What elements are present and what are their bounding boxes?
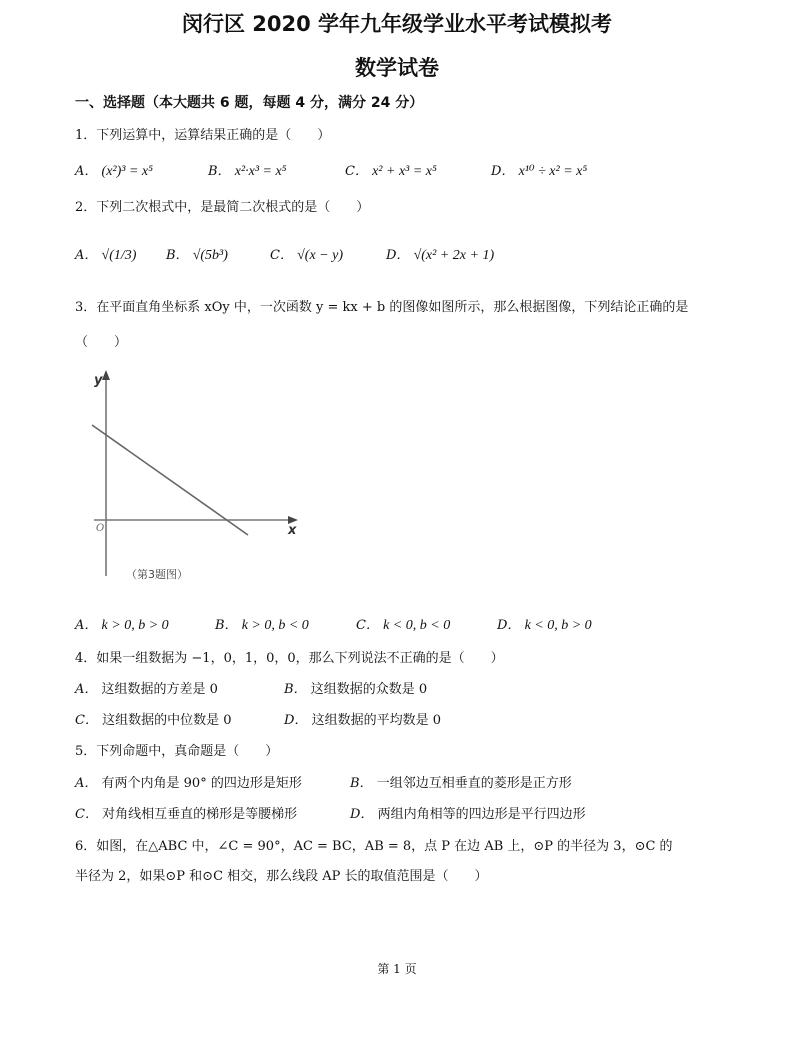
option-label: C． — [75, 807, 98, 822]
exam-subtitle: 数学试卷 — [355, 56, 439, 80]
option-text: x¹⁰ ÷ x² = x⁵ — [518, 164, 588, 179]
option-label: D． — [350, 807, 374, 822]
y-axis-arrow — [102, 370, 110, 380]
option-text: 这组数据的中位数是 0 — [102, 713, 232, 728]
exam-title: 闵行区 2020 学年九年级学业水平考试模拟考 — [181, 12, 613, 36]
question-3-option-b — [215, 614, 309, 634]
y-axis-label: y — [94, 373, 103, 388]
option-text: x²·x³ = x⁵ — [234, 164, 287, 179]
question-5-option-b — [350, 772, 572, 791]
option-text: k > 0, b > 0 — [101, 618, 169, 633]
option-label: A． — [75, 164, 98, 179]
question-2-option-b — [166, 244, 228, 264]
question-2-option-a — [75, 244, 136, 264]
question-5-option-c — [75, 803, 297, 822]
option-label: D． — [386, 248, 410, 263]
question-5-option-d — [350, 803, 586, 822]
question-3-graph — [88, 368, 303, 588]
question-3-option-d — [497, 614, 592, 634]
question-3-stem: 3．在平面直角坐标系 xOy 中，一次函数 y = kx + b 的图像如图所示，那么根据图像，下列结论正确的是 — [75, 300, 689, 315]
question-6-stem-cont: 半径为 2，如果⊙P 和⊙C 相交，那么线段 AP 长的取值范围是（ ） — [75, 869, 488, 884]
option-text: k < 0, b > 0 — [524, 618, 592, 633]
option-label: B． — [208, 164, 231, 179]
question-3-option-a — [75, 614, 169, 634]
option-text: 一组邻边互相垂直的菱形是正方形 — [376, 776, 572, 791]
option-text: √(1/3) — [101, 248, 137, 263]
option-text: √(x − y) — [297, 248, 343, 263]
option-text: x² + x³ = x⁵ — [372, 164, 437, 179]
option-text: 有两个内角是 90° 的四边形是矩形 — [101, 776, 302, 791]
option-label: C． — [75, 713, 98, 728]
option-text: 这组数据的平均数是 0 — [311, 713, 441, 728]
question-3-stem-cont: （ ） — [75, 335, 128, 350]
question-4-option-d — [284, 709, 441, 728]
option-label: C． — [270, 248, 293, 263]
question-1-option-a — [75, 160, 153, 180]
question-5-stem: 5．下列命题中，真命题是（ ） — [75, 744, 279, 759]
option-label: D． — [284, 713, 308, 728]
option-label: B． — [166, 248, 189, 263]
question-5-option-a — [75, 772, 302, 791]
option-label: A． — [75, 248, 98, 263]
option-text: 这组数据的众数是 0 — [310, 682, 428, 697]
question-4-stem: 4．如果一组数据为 −1，0，1，0，0，那么下列说法不正确的是（ ） — [75, 651, 504, 666]
origin-label: O — [96, 523, 105, 534]
section-heading: 一、选择题（本大题共 6 题，每题 4 分，满分 24 分） — [75, 95, 424, 111]
question-4-option-a — [75, 678, 218, 697]
option-label: D． — [497, 618, 521, 633]
option-label: C． — [345, 164, 368, 179]
option-label: A． — [75, 776, 98, 791]
question-4-option-c — [75, 709, 232, 728]
function-line — [92, 425, 248, 535]
option-text: 这组数据的方差是 0 — [101, 682, 218, 697]
page-number: 第 1 页 — [377, 962, 417, 976]
question-2-option-c — [270, 244, 343, 264]
question-2-option-d — [386, 244, 494, 264]
option-text: 两组内角相等的四边形是平行四边形 — [377, 807, 586, 822]
x-axis-label: x — [288, 523, 297, 538]
option-text: √(x² + 2x + 1) — [413, 248, 495, 263]
question-1-option-c — [345, 160, 437, 180]
question-3-option-c — [356, 614, 450, 634]
option-label: C． — [356, 618, 379, 633]
option-label: B． — [215, 618, 238, 633]
question-1-option-d — [491, 160, 587, 180]
option-label: B． — [284, 682, 307, 697]
option-text: k > 0, b < 0 — [241, 618, 309, 633]
option-text: (x²)³ = x⁵ — [101, 164, 153, 179]
question-4-option-b — [284, 678, 427, 697]
figure-caption: （第3题图） — [126, 568, 188, 581]
option-label: D． — [491, 164, 515, 179]
option-text: √(5b³) — [192, 248, 228, 263]
question-6-stem: 6．如图，在△ABC 中，∠C = 90°，AC = BC，AB = 8，点 P 在边 AB 上，⊙P 的半径为 3，⊙C 的 — [75, 839, 673, 854]
question-1-option-b — [208, 160, 287, 180]
option-label: A． — [75, 682, 98, 697]
question-1-stem: 1．下列运算中，运算结果正确的是（ ） — [75, 128, 331, 143]
option-label: B． — [350, 776, 373, 791]
option-text: k < 0, b < 0 — [383, 618, 451, 633]
option-text: 对角线相互垂直的梯形是等腰梯形 — [102, 807, 298, 822]
option-label: A． — [75, 618, 98, 633]
question-2-stem: 2．下列二次根式中，是最简二次根式的是（ ） — [75, 200, 370, 215]
